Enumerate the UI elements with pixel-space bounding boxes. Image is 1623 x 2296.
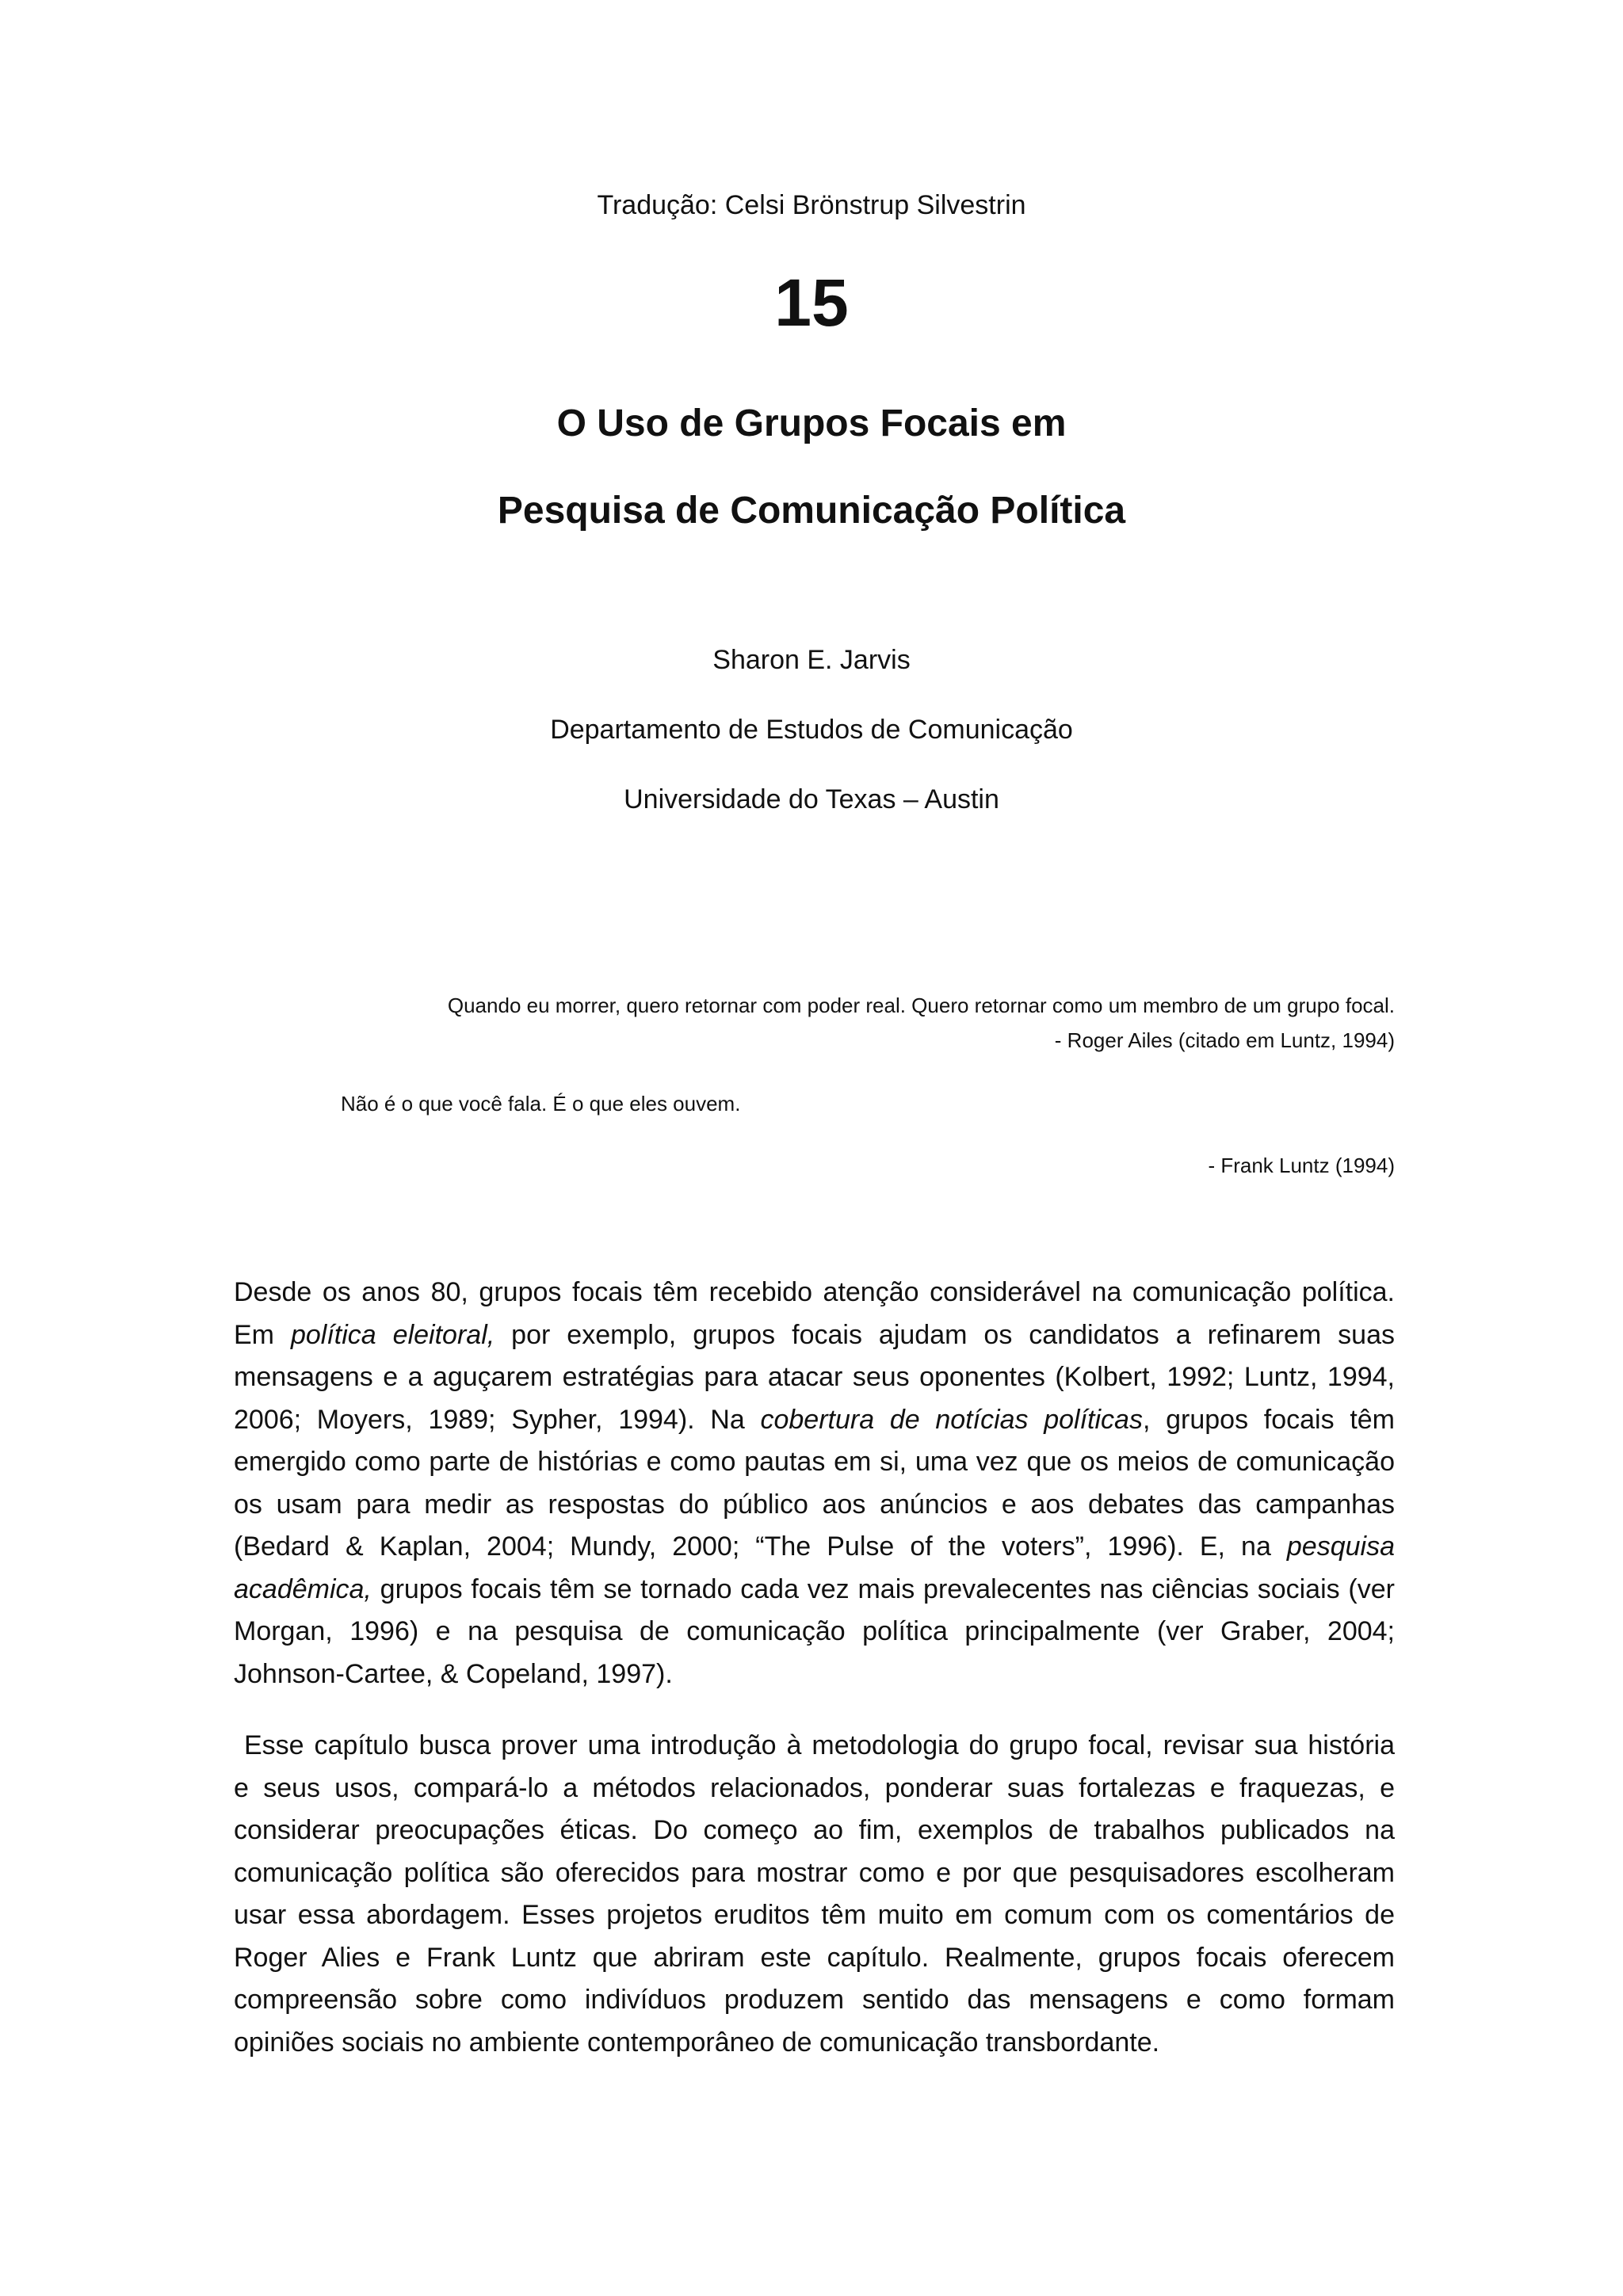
italic-term: cobertura de notícias políticas [760,1404,1143,1435]
paragraph-line [234,1484,1395,1527]
text-run: opiniões sociais no ambiente contemporâneo de comunicação transbordante. [234,2027,1160,2058]
italic-term: política eleitoral, [290,1319,495,1350]
epigraph-attribution-1: - Roger Ailes (citado em Luntz, 1994) [1054,1028,1395,1052]
paragraph-line [234,1810,1395,1852]
italic-term: pesquisa [1286,1531,1395,1562]
body-paragraph-2 [234,1725,1395,2064]
text-run: os usam para medir as respostas do público aos anúncios e aos debates das campanhas [234,1489,1395,1520]
text-run: Roger Alies e Frank Luntz que abriram este capítulo. Realmente, grupos focais oferecem [234,1942,1395,1973]
translator-credit: Tradução: Celsi Brönstrup Silvestrin [597,190,1026,220]
paragraph-line [234,1272,1395,1314]
paragraph-line [234,1725,1395,1768]
text-run: usar essa abordagem. Esses projetos eruditos têm muito em comum com os comentários de [234,1900,1395,1930]
paragraph-line [234,1441,1395,1484]
text-run: 2006; Moyers, 1989; Sypher, 1994). Na [234,1404,761,1435]
chapter-title-line-2: Pesquisa de Comunicação Política [497,490,1126,532]
text-run: Morgan, 1996) e na pesquisa de comunicação política principalmente (ver Graber, 2004; [234,1616,1395,1646]
paragraph-line [234,1894,1395,1937]
text-run: Desde os anos 80, grupos focais têm recebido atenção considerável na comunicação política. [234,1277,1395,1307]
paragraph-line [234,1399,1395,1442]
text-run: por exemplo, grupos focais ajudam os candidatos a refinarem suas [495,1319,1395,1350]
text-run: compreensão sobre como indivíduos produzem sentido das mensagens e como formam [234,1985,1395,2015]
paragraph-line [234,1569,1395,1611]
paragraph-line [234,1611,1395,1653]
paragraph-line [234,1937,1395,1980]
author-university: Universidade do Texas – Austin [624,784,999,814]
paragraph-line [234,1768,1395,1810]
text-run: comunicação política são oferecidos para mostrar como e por que pesquisadores escolheram [234,1857,1395,1888]
text-run: considerar preocupações éticas. Do começo ao fim, exemplos de trabalhos publicados na [234,1815,1395,1845]
text-run: Esse capítulo busca prover uma introdução à metodologia do grupo focal, revisar sua história [234,1730,1395,1760]
text-run: Johnson-Cartee, & Copeland, 1997). [234,1658,673,1689]
text-run: emergido como parte de histórias e como pautas em si, uma vez que os meios de comunicação [234,1447,1395,1477]
text-run: mensagens e a aguçarem estratégias para atacar seus oponentes (Kolbert, 1992; Luntz, 1994, [234,1362,1395,1392]
epigraph-attribution-2: - Frank Luntz (1994) [1208,1154,1395,1177]
italic-term: acadêmica, [234,1573,372,1604]
paragraph-line [234,2022,1395,2065]
text-run: (Bedard & Kaplan, 2004; Mundy, 2000; “The Pulse of the voters”, 1996). E, na [234,1531,1287,1562]
text-run: grupos focais têm se tornado cada vez mais prevalecentes nas ciências sociais (ver [371,1573,1395,1604]
chapter-number: 15 [774,265,849,340]
paragraph-line [234,1314,1395,1357]
paragraph-line [234,1653,1395,1696]
text-run: Em [234,1319,291,1350]
text-run: e seus usos, compará-lo a métodos relacionados, ponderar suas fortalezas e fraquezas, e [234,1772,1395,1803]
author-department: Departamento de Estudos de Comunicação [550,715,1073,745]
paragraph-line [234,1356,1395,1399]
paragraph-line [234,1979,1395,2022]
epigraph-quote-1: Quando eu morrer, quero retornar com poder real. Quero retornar como um membro de um grupo focal. [447,994,1395,1017]
text-run: , grupos focais têm [1142,1404,1395,1435]
author-name: Sharon E. Jarvis [712,645,911,675]
chapter-title-line-1: O Uso de Grupos Focais em [556,402,1067,444]
paragraph-line [234,1526,1395,1569]
epigraph-quote-2: Não é o que você fala. É o que eles ouvem. [341,1092,741,1116]
paragraph-line [234,1852,1395,1895]
body-paragraph-1 [234,1272,1395,1695]
